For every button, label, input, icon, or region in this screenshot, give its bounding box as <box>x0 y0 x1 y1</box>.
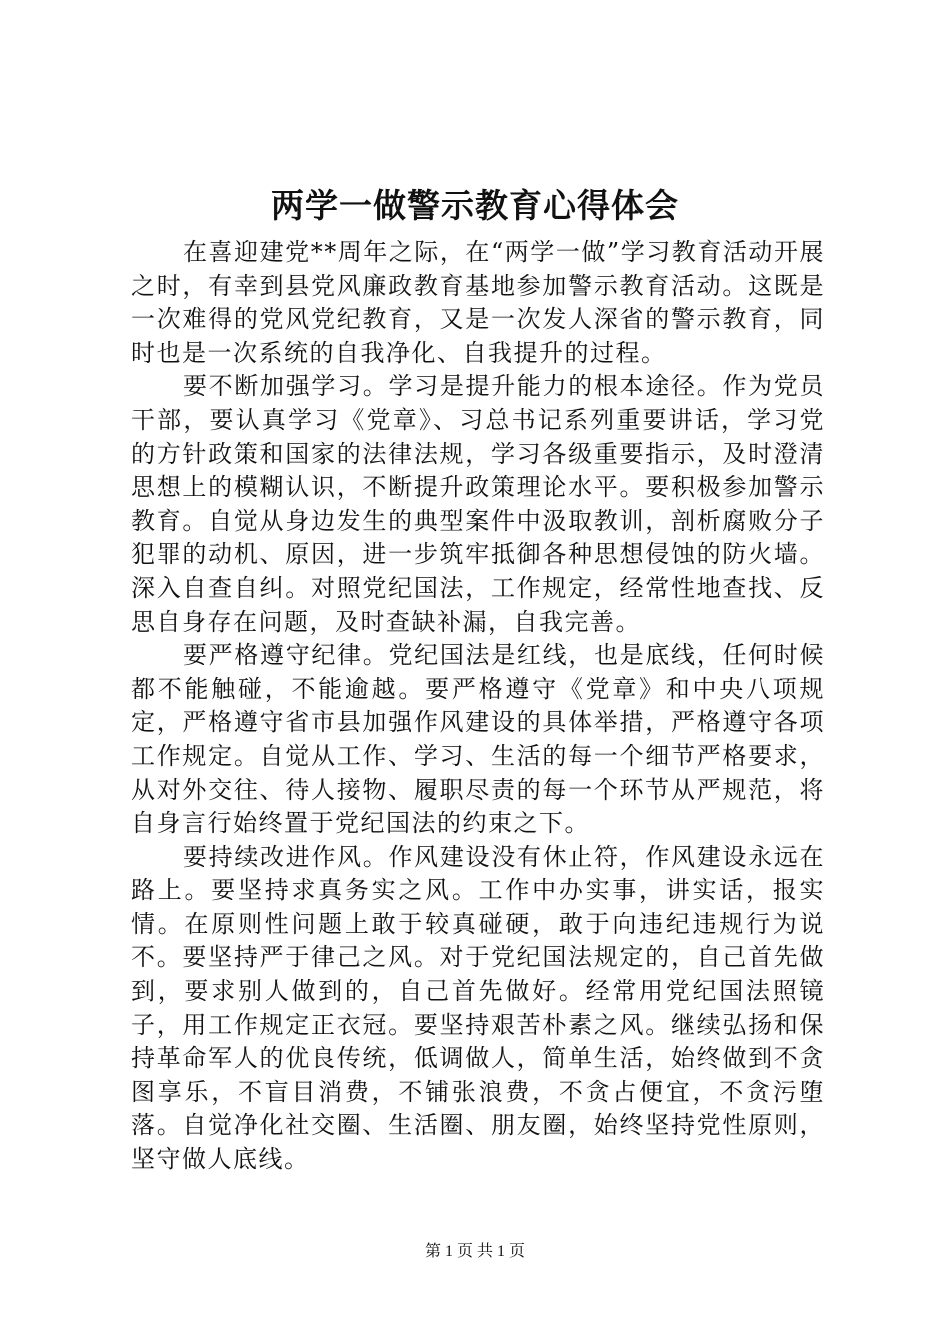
paragraph-discipline: 要严格遵守纪律。党纪国法是红线，也是底线，任何时候都不能触碰，不能逾越。要严格遵守《党章》和中央八项规定，严格遵守省市县加强作风建设的具体举措，严格遵守各项工作规定。自觉从工作、学习、生活的每一个细节严格要求，从对外交往、待人接物、履职尽责的每一个环节从严规范，将自身言行始终置于党纪国法的约束之下。 <box>131 641 825 838</box>
page-footer: 第 1 页 共 1 页 <box>424 1243 525 1260</box>
document-title: 两学一做警示教育心得体会 <box>271 186 679 225</box>
paragraph-intro: 在喜迎建党**周年之际，在“两学一做”学习教育活动开展之时，有幸到县党风廉政教育基地参加警示教育活动。这既是一次难得的党风党纪教育，又是一次发人深省的警示教育，同时也是一次系统的自我净化、自我提升的过程。 <box>131 238 825 367</box>
paragraph-conduct: 要持续改进作风。作风建设没有休止符，作风建设永远在路上。要坚持求真务实之风。工作中办实事，讲实话，报实情。在原则性问题上敢于较真碰硬，敢于向违纪违规行为说不。要坚持严于律己之风。对于党纪国法规定的，自己首先做到，要求别人做到的，自己首先做好。经常用党纪国法照镜子，用工作规定正衣冠。要坚持艰苦朴素之风。继续弘扬和保持革命军人的优良传统，低调做人，简单生活，始终做到不贪图享乐，不盲目消费，不铺张浪费，不贪占便宜，不贪污堕落。自觉净化社交圈、生活圈、朋友圈，始终坚持党性原则，坚守做人底线。 <box>131 842 825 1174</box>
document-body <box>131 236 825 1177</box>
paragraph-study: 要不断加强学习。学习是提升能力的根本途径。作为党员干部，要认真学习《党章》、习总书记系列重要讲话，学习党的方针政策和国家的法律法规，学习各级重要指示，及时澄清思想上的模糊认识，不断提升政策理论水平。要积极参加警示教育。自觉从身边发生的典型案件中汲取教训，剖析腐败分子犯罪的动机、原因，进一步筑牢抵御各种思想侵蚀的防火墙。深入自查自纠。对照党纪国法，工作规定，经常性地查找、反思自身存在问题，及时查缺补漏，自我完善。 <box>131 372 825 636</box>
